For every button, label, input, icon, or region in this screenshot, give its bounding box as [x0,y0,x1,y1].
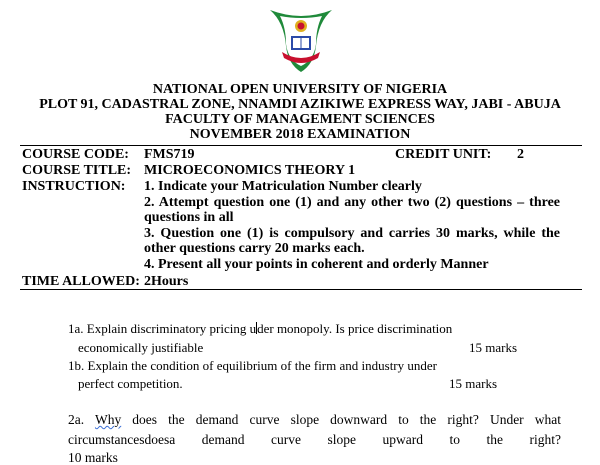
university-name: NATIONAL OPEN UNIVERSITY OF NIGERIA [152,82,448,97]
credit-unit-label: CREDIT UNIT: [395,147,492,162]
course-title: MICROECONOMICS THEORY 1 [144,163,356,178]
exam-session: NOVEMBER 2018 EXAMINATION [189,127,411,142]
university-logo [264,6,338,80]
instruction-label: INSTRUCTION: [22,179,126,194]
question-1b-line1: 1b. Explain the condition of equilibrium of the firm and industry under [68,358,437,373]
instruction-item: 4. Present all your points in coherent and orderly Manner [144,256,489,272]
course-code: FMS719 [144,147,195,162]
question-1b-line2: perfect competition. [78,376,183,391]
instruction-list [144,179,560,272]
course-code-label: COURSE CODE: [22,147,129,162]
time-allowed-label: TIME ALLOWED: [22,274,140,289]
instruction-item: 2. Attempt question one (1) and any other two (2) questions – three questions in all [144,194,560,225]
exam-header [0,82,600,142]
question-1a-line1: 1a. Explain discriminatory pricing uder monopoly. Is price discrimination [68,321,453,336]
faculty-name: FACULTY OF MANAGEMENT SCIENCES [165,112,435,127]
crest-icon [264,6,338,80]
credit-unit: 2 [517,147,524,162]
time-allowed: 2Hours [144,274,189,289]
university-address: PLOT 91, CADASTRAL ZONE, NNAMDI AZIKIWE EXPRESS WAY, JABI - ABUJA [39,97,561,112]
question-2a-marks: 10 marks [68,450,118,465]
course-title-label: COURSE TITLE: [22,163,132,178]
question-2a-line1: 2a. Why does the demand curve slope downward to the right? Under what [68,412,562,427]
divider-top [20,145,582,146]
spellcheck-word: Why [94,412,122,427]
question-1a-line2: economically justifiable [78,340,204,355]
question-1a-marks: 15 marks [469,340,518,355]
question-2a-line2: circumstancesdoesa demand curve slope upward to the right? [68,432,561,447]
question-1b-marks: 15 marks [449,376,498,391]
divider-bottom [20,289,582,290]
instruction-item: 1. Indicate your Matriculation Number clearly [144,179,422,194]
instruction-item: 3. Question one (1) is compulsory and carries 30 marks, while the other questions carry 20 marks each. [144,225,560,256]
